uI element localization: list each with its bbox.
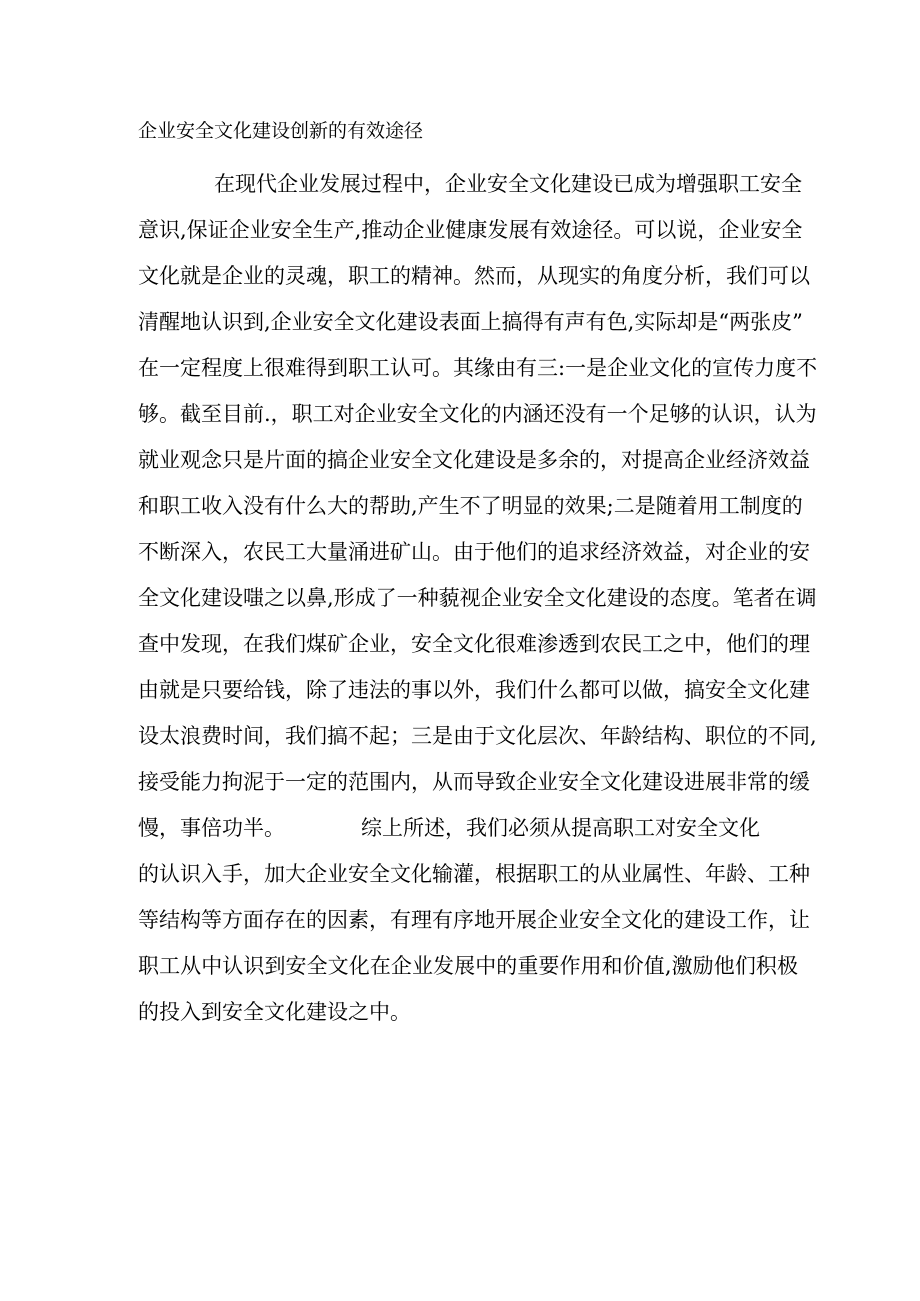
paragraph-line: 不断深入，农民工大量涌进矿山。由于他们的追求经济效益，对企业的安 [138,540,810,564]
paragraph-line: 和职工收入没有什么大的帮助,产生不了明显的效果;二是随着用工制度的 [138,494,803,518]
document-title: 企业安全文化建设创新的有效途径 [138,120,424,142]
paragraph-line: 的认识入手，加大企业安全文化输灌，根据职工的从业属性、年龄、工种 [138,862,810,886]
paragraph-line: 全文化建设嗤之以鼻,形成了一种藐视企业安全文化建设的态度。笔者在调 [138,586,817,610]
paragraph-line: 职工从中认识到安全文化在企业发展中的重要作用和价值,激励他们积极 [138,954,798,978]
paragraph-line: 够。截至目前.，职工对企业安全文化的内涵还没有一个足够的认识，认为 [138,402,817,426]
paragraph-split-line [138,805,798,851]
paragraph-line: 意识,保证企业安全生产,推动企业健康发展有效途径。可以说，企业安全 [138,218,803,242]
paragraph-line-right: 综上所述，我们必须从提高职工对安全文化 [361,816,760,840]
paragraph-line: 接受能力拘泥于一定的范围内，从而导致企业安全文化建设进展非常的缓 [138,770,810,794]
paragraph-line: 的投入到安全文化建设之中。 [138,1000,411,1024]
paragraph-line: 在现代企业发展过程中，企业安全文化建设已成为增强职工安全 [214,172,802,196]
paragraph-line: 文化就是企业的灵魂，职工的精神。然而，从现实的角度分析，我们可以 [138,264,810,288]
document-body [138,161,818,1035]
paragraph-line: 就业观念只是片面的搞企业安全文化建设是多余的，对提高企业经济效益 [138,448,810,472]
paragraph-line: 由就是只要给钱，除了违法的事以外，我们什么都可以做，搞安全文化建 [138,678,810,702]
paragraph-line: 设太浪费时间，我们搞不起；三是由于文化层次、年龄结构、职位的不同, [138,724,817,748]
paragraph-line: 清醒地认识到,企业安全文化建设表面上搞得有声有色,实际却是“两张皮” [138,310,803,334]
paragraph-line: 在一定程度上很难得到职工认可。其缘由有三:一是企业文化的宣传力度不 [138,356,818,380]
paragraph-line: 等结构等方面存在的因素，有理有序地开展企业安全文化的建设工作，让 [138,908,810,932]
paragraph-line: 查中发现，在我们煤矿企业，安全文化很难渗透到农民工之中，他们的理 [138,632,810,656]
paragraph-line-left: 慢，事倍功半。 [138,816,285,840]
